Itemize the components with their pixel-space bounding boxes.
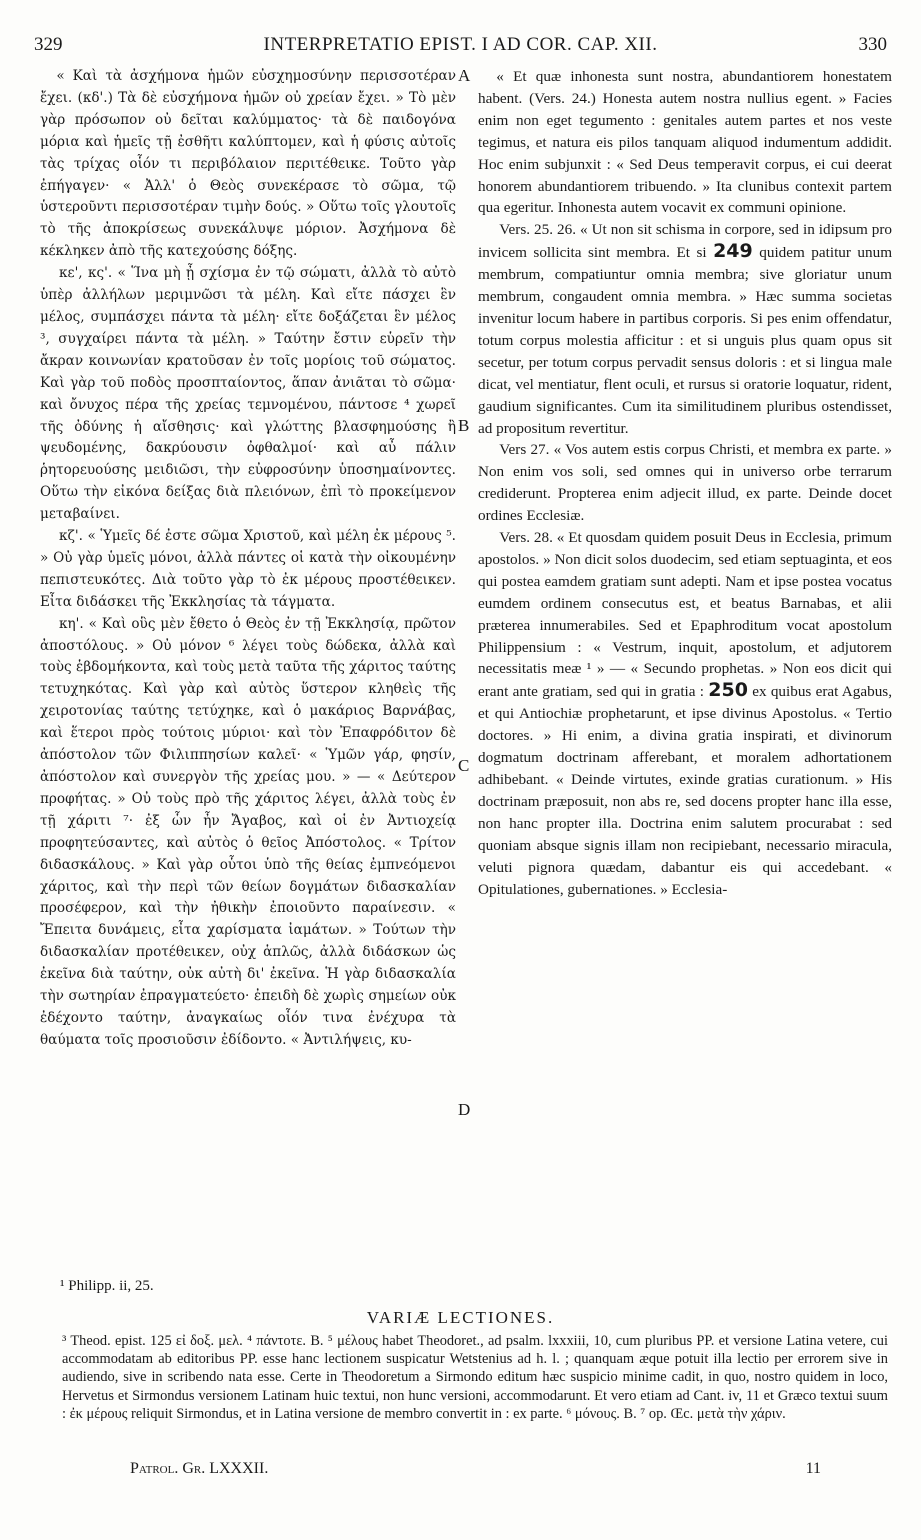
latin-paragraph [478, 219, 892, 439]
variae-lectiones-text: ³ Theod. epist. 125 εἰ δοξ. μελ. ⁴ πάντοτε. B. ⁵ μέλους habet Theodoret., ad psalm. lxxxiii, 10, cum pluribus PP. et versione Latina vetere, cui accommodatam ab editoribus PP. esse hanc lectionem suspicatur Wetstenius ad h. l. ; quanquam æque potuit illa lectio per errorem sive in audiendo, sive in scribendo nata esse. Certe in Theodoretum a Sirmondo editum hæc suspicio minime cadit, in quo, nostro quidem in loco, Hervetus et Sirmondus versionem Latinam huic textui, non hunc versioni, accommodarunt. Et vero etiam ad Cant. iv, 11 et Græco textui suum : ἐκ μέρους reliquit Sirmondus, et in Latina versione de membro convertit in : ex parte. ⁶ μόνους. B. ⁷ op. Œc. μετὰ τὴν χάριν. [62, 1333, 888, 1422]
running-title: INTERPRETATIO EPIST. I AD COR. CAP. XII. [263, 34, 658, 55]
column-number: 250 [708, 679, 748, 702]
latin-paragraph [478, 527, 892, 900]
greek-column [40, 66, 456, 1052]
page-number-right: 330 [858, 34, 887, 55]
latin-text: quidem patitur unum membrum, compatiuntur omnia membra; sive gloriatur unum membrum, congaudent omnia membra. » Hæc summa societas invenitur locum habere in partibus corporis. Si pes enim offendatur, totum corpus molestia afficitur : et si unguis plus quam opus sit secetur, per totum corpus pervadit sensus doloris : et si lingua male dicat, vel mentiatur, flent oculi, et rursus si oratorie loquatur, rident, gaudium significantes. Cum ita similitudinem pluribus ostendisset, ad propositum revertitur. [478, 244, 893, 437]
margin-letter-c: C [458, 756, 470, 775]
greek-paragraph: « Καὶ τὰ ἀσχήμονα ἡμῶν εὐσχημοσύνην περισσοτέραν ἔχει. (κδ'.) Τὰ δὲ εὐσχήμονα ἡμῶν οὐ χρείαν ἔχει. » Τὸ μὲν γὰρ πρόσωπον οὐ δεῖται καλύμματος· τὰ δὲ παιδογόνα μόρια καὶ ἡμεῖς τῇ ἐσθῆτι καλύπτομεν, καὶ ἡ φύσις αὐτοῖς τὰς τρίχας οἷόν τι περιβόλαιον περιτέθεικε. Τοῦτο γὰρ ἐπήγαγεν· « Ἀλλ' ὁ Θεὸς συνεκέρασε τὸ σῶμα, τῷ ὑστεροῦντι περισσοτέραν τιμὴν δούς. » Οὕτω τοῖς γλουτοῖς τὸ τῆς ἀποκρίσεως συνεκάλυψε μόριον. Ἀσχήμονα δὲ κέκληκεν ἀπὸ τῆς κατεχούσης δόξης. [40, 68, 456, 260]
variae-lectiones-title: VARIÆ LECTIONES. [366, 1308, 555, 1327]
footer-series: Patrol. Gr. LXXXII. [130, 1460, 269, 1477]
latin-paragraph: Vers 27. « Vos autem estis corpus Christi, et membra ex parte. » Non enim vos soli, sed omnes qui in universo orbe terrarum crediderunt. Propterea enim adjecit illud, ex parte. Deinde docet ordines Ecclesiæ. [478, 441, 892, 525]
latin-column [478, 66, 892, 900]
latin-paragraph: « Et quæ inhonesta sunt nostra, abundantiorem honestatem habent. (Vers. 24.) Honesta autem nostra nullius egent. » Facies enim non eget tegumento : genitales autem partes et nos veste tegimus, et natura eis pilos tanquam aliquod indumentum addidit. Hoc enim subjunxit : « Sed Deus temperavit corpus, ei cui deerat honorem abundantiorem tribuendo. » Ita clunibus contexit partem qua egeritur. Inhonesta autem vocavit ex communi opinione. [478, 68, 892, 217]
margin-letter-d: D [458, 1100, 471, 1119]
greek-paragraph: κη'. « Καὶ οὓς μὲν ἔθετο ὁ Θεὸς ἐν τῇ Ἐκκλησίᾳ, πρῶτον ἀποστόλους. » Οὐ μόνον ⁶ λέγει τοὺς δώδεκα, ἀλλὰ καὶ τοὺς ἑβδομήκοντα, καὶ τοὺς μετὰ ταῦτα τῆς χάριτος ταύτης τετυχηκότας. Καὶ γὰρ καὶ αὐτὸς ὕστερον κληθεὶς τῆς χειροτονίας ταύτης τετύχηκε, καὶ ὁ μακάριος Βαρνάβας, καὶ ἕτεροι πρὸς τούτοις μύριοι· καὶ τὸν Ἐπαφρόδιτον δὲ ἀπόστολον τῶν Φιλιππησίων καλεῖ· « Ὑμῶν γάρ, φησίν, ἀπόστολον καὶ συνεργὸν τῆς χρείας μου. » — « Δεύτερον προφήτας. » Οὐ τοὺς πρὸ τῆς χάριτος λέγει, ἀλλὰ τοὺς ἐν τῇ χάριτι ⁷· ἐξ ὧν ἦν Ἄγαβος, καὶ οἱ ἐν Ἀντιοχείᾳ προφητεύσαντες, καὶ αὐτὸς ὁ θεῖος Ἀπόστολος. « Τρίτον διδασκάλους. » Καὶ γὰρ οὗτοι ὑπὸ τῆς θείας ἐμπνεόμενοι χάριτος, καὶ τὴν περὶ τῶν θείων δογμάτων διδασκαλίαν προσέφερον, καὶ τὴν ἠθικὴν ἐποιοῦντο παραίνεσιν. « Ἔπειτα δυνάμεις, εἶτα χαρίσματα ἰαμάτων. » Τούτων τὴν διδασκαλίαν προτέθεικεν, οὐχ ἁπλῶς, ἀλλὰ διδάσκων ὡς ἐκεῖνα διὰ ταύτην, οὐκ αὐτὴ δι' ἐκεῖνα. Ἡ γὰρ διδασκαλία τὴν σωτηρίαν ἐπραγματεύετο· ἐπειδὴ δὲ χωρὶς σημείων οὐκ ἐδέχοντο ταύτην, ἀναγκαίως οἷόν τινα ἐνέχυρα τὰ θαύματα τοῖς προσιοῦσιν ἐδίδοντο. « Ἀντιλήψεις, κυ- [40, 615, 456, 1048]
margin-letter-b: B [458, 416, 470, 435]
latin-text: Vers. 25. 26. « Ut non sit schisma in corpore, sed in idipsum pro invicem sollicita sint membra. Et si [478, 221, 892, 262]
greek-paragraph: κζ'. « Ὑμεῖς δέ ἐστε σῶμα Χριστοῦ, καὶ μέλη ἐκ μέρους ⁵. » Οὐ γὰρ ὑμεῖς μόνοι, ἀλλὰ πάντες οἱ κατὰ τὴν οἰκουμένην πεπιστευκότες. Διὰ τοῦτο γὰρ τὸ ἐκ μέρους προστέθεικεν. Εἶτα διδάσκει τῆς Ἐκκλησίας τὰ τάγματα. [40, 528, 456, 610]
footer-signature: 11 [805, 1460, 821, 1477]
footnote: ¹ Philipp. ii, 25. [60, 1278, 154, 1294]
running-header [34, 34, 887, 62]
page-footer [130, 1460, 821, 1478]
latin-text: Vers. 28. « Et quosdam quidem posuit Deus in Ecclesia, primum apostolos. » Non dicit solos duodecim, sed etiam septuaginta, et eos qui postea eamdem gratiam sunt adepti. Nam et ipse postea vocatus eumdem ordinem consecutus est, et beatus Barnabas, et alii præterea innumerabiles. Sed et Epaphroditum vocat apostolum Philippensium : « Vestrum, inquit, apostolum, et adjutorem necessitatis meæ ¹ » — « Secundo prophetas. » Non eos dicit qui erant ante gratiam, sed qui in gratia : [478, 529, 892, 701]
page-number-left: 329 [34, 34, 63, 55]
column-number: 249 [713, 240, 753, 263]
latin-text: ex quibus erat Agabus, et qui Antiochiæ prophetarunt, et ipse divinus Apostolus. « Tertio doctores. » Hi enim, a divina gratia inspirati, et divinorum dogmatum doctrinam afferebant, et moralem adhortationem adhibebant. « Deinde virtutes, exinde gratias curationum. » His doctrinam præposuit, non abs re, sed docens propter hanc illa esse, non hanc propter illa. Doctrina enim salutem procurabat : sed quoniam absque signis illam non recipiebant, necessario miracula, veluti pignora quædam, dabantur eis qui accedebant. « Opitulationes, gubernationes. » Ecclesia- [478, 683, 893, 898]
margin-letter-a: A [458, 66, 471, 85]
greek-paragraph: κε', κς'. « Ἵνα μὴ ᾖ σχίσμα ἐν τῷ σώματι, ἀλλὰ τὸ αὐτὸ ὑπὲρ ἀλλήλων μεριμνῶσι τὰ μέλη. Καὶ εἴτε πάσχει ἓν μέλος, συμπάσχει πάντα τὰ μέλη· εἴτε δοξάζεται ἓν μέλος ³, συγχαίρει πάντα τὰ μέλη. » Ταύτην ἔστιν εὑρεῖν τὴν ἄκραν κοινωνίαν κρατοῦσαν ἐν τοῖς μορίοις τοῦ σώματος. Καὶ γὰρ τοῦ ποδὸς προσπταίοντος, ἅπαν ἀνιᾶται τὸ σῶμα· καὶ ὄνυχος πέρα τῆς χρείας τεμνομένου, πάντοσε ⁴ χωρεῖ τῆς ὀδύνης ἡ αἴσθησις· καὶ γλώττης βλασφημούσης ἢ ψευδομένης, δακρύουσιν ὀφθαλμοί· καὶ αὖ πάλιν ῥητορευούσης μειδιῶσι, τὴν εὐφροσύνην ὑποσημαίνοντες. Οὕτω τὴν εἰκόνα δείξας διὰ πλειόνων, ἐπὶ τὸ προκείμενον μεταβαίνει. [40, 265, 456, 523]
